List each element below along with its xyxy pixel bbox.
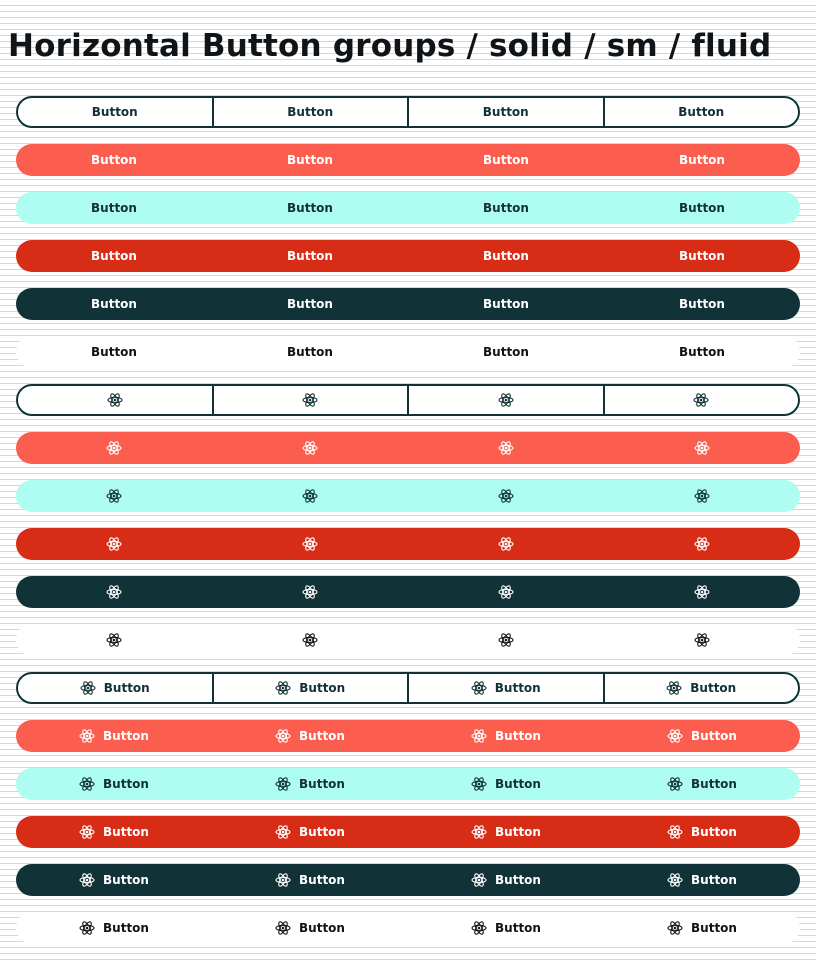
group-button-4[interactable] bbox=[604, 144, 800, 176]
button-label: Button bbox=[691, 921, 737, 935]
group-button-4[interactable] bbox=[604, 864, 800, 896]
button-group-icon-only-danger bbox=[16, 528, 800, 560]
button-group-icon-and-text-outline bbox=[16, 672, 800, 704]
atom-icon bbox=[79, 872, 95, 888]
group-button-1[interactable] bbox=[16, 816, 212, 848]
button-label: Button bbox=[91, 345, 137, 359]
group-button-3[interactable] bbox=[407, 98, 603, 126]
button-label: Button bbox=[287, 201, 333, 215]
button-label: Button bbox=[691, 777, 737, 791]
group-button-1[interactable] bbox=[16, 240, 212, 272]
atom-icon bbox=[694, 632, 710, 648]
button-label: Button bbox=[103, 777, 149, 791]
group-button-1[interactable] bbox=[18, 386, 212, 414]
button-label: Button bbox=[103, 873, 149, 887]
group-button-3[interactable] bbox=[407, 674, 603, 702]
group-button-3[interactable] bbox=[408, 864, 604, 896]
button-label: Button bbox=[299, 921, 345, 935]
atom-icon bbox=[106, 536, 122, 552]
atom-icon bbox=[471, 920, 487, 936]
group-button-2[interactable] bbox=[212, 192, 408, 224]
button-group-icon-and-text-primary bbox=[16, 720, 800, 752]
button-label: Button bbox=[483, 249, 529, 263]
button-label: Button bbox=[91, 153, 137, 167]
atom-icon bbox=[275, 872, 291, 888]
group-button-2[interactable] bbox=[212, 98, 408, 126]
group-button-4[interactable] bbox=[604, 576, 800, 608]
atom-icon bbox=[79, 728, 95, 744]
button-label: Button bbox=[691, 729, 737, 743]
group-button-3[interactable] bbox=[408, 576, 604, 608]
atom-icon bbox=[275, 776, 291, 792]
atom-icon bbox=[302, 584, 318, 600]
atom-icon bbox=[471, 872, 487, 888]
atom-icon bbox=[275, 920, 291, 936]
group-button-4[interactable] bbox=[604, 816, 800, 848]
atom-icon bbox=[302, 536, 318, 552]
button-group-icon-and-text-dark bbox=[16, 864, 800, 896]
group-button-2[interactable] bbox=[212, 528, 408, 560]
group-button-1[interactable] bbox=[16, 336, 212, 368]
group-button-3[interactable] bbox=[408, 144, 604, 176]
group-button-2[interactable] bbox=[212, 288, 408, 320]
group-button-1[interactable] bbox=[16, 864, 212, 896]
button-label: Button bbox=[483, 153, 529, 167]
atom-icon bbox=[694, 488, 710, 504]
button-group-icon-and-text-light bbox=[16, 912, 800, 944]
group-button-4[interactable] bbox=[604, 192, 800, 224]
group-button-3[interactable] bbox=[408, 720, 604, 752]
group-button-2[interactable] bbox=[212, 240, 408, 272]
group-button-1[interactable] bbox=[16, 768, 212, 800]
atom-icon bbox=[302, 440, 318, 456]
group-button-3[interactable] bbox=[408, 480, 604, 512]
group-button-2[interactable] bbox=[212, 576, 408, 608]
group-button-1[interactable] bbox=[16, 480, 212, 512]
button-label: Button bbox=[103, 729, 149, 743]
atom-icon bbox=[275, 824, 291, 840]
button-label: Button bbox=[91, 201, 137, 215]
group-button-4[interactable] bbox=[604, 768, 800, 800]
atom-icon bbox=[694, 584, 710, 600]
group-button-3[interactable] bbox=[408, 816, 604, 848]
button-label: Button bbox=[287, 345, 333, 359]
atom-icon bbox=[79, 920, 95, 936]
group-button-2[interactable] bbox=[212, 144, 408, 176]
atom-icon bbox=[302, 488, 318, 504]
group-button-2[interactable] bbox=[212, 386, 408, 414]
group-button-4[interactable] bbox=[604, 480, 800, 512]
group-button-2[interactable] bbox=[212, 816, 408, 848]
button-label: Button bbox=[679, 201, 725, 215]
group-button-3[interactable] bbox=[408, 288, 604, 320]
group-button-3[interactable] bbox=[408, 528, 604, 560]
button-label: Button bbox=[482, 105, 529, 119]
atom-icon bbox=[106, 440, 122, 456]
group-button-4[interactable] bbox=[603, 386, 799, 414]
group-button-3[interactable] bbox=[407, 386, 603, 414]
button-group-icon-only-outline bbox=[16, 384, 800, 416]
group-button-2[interactable] bbox=[212, 720, 408, 752]
group-button-2[interactable] bbox=[212, 624, 408, 656]
button-label: Button bbox=[483, 297, 529, 311]
page-title: Horizontal Button groups / solid / sm / fluid bbox=[8, 28, 772, 64]
atom-icon bbox=[666, 680, 682, 696]
group-button-4[interactable] bbox=[604, 720, 800, 752]
atom-icon bbox=[471, 728, 487, 744]
button-label: Button bbox=[299, 729, 345, 743]
button-label: Button bbox=[287, 249, 333, 263]
group-button-4[interactable] bbox=[604, 336, 800, 368]
group-button-4[interactable] bbox=[604, 912, 800, 944]
button-label: Button bbox=[691, 825, 737, 839]
button-label: Button bbox=[287, 297, 333, 311]
button-label: Button bbox=[299, 825, 345, 839]
button-group-text-only-dark bbox=[16, 288, 800, 320]
group-button-4[interactable] bbox=[604, 528, 800, 560]
button-group-text-only-outline bbox=[16, 96, 800, 128]
atom-icon bbox=[275, 728, 291, 744]
group-button-1[interactable] bbox=[18, 98, 212, 126]
button-group-icon-only-primary bbox=[16, 432, 800, 464]
button-label: Button bbox=[287, 105, 334, 119]
button-label: Button bbox=[690, 681, 737, 695]
group-button-3[interactable] bbox=[408, 336, 604, 368]
button-label: Button bbox=[679, 345, 725, 359]
button-label: Button bbox=[678, 105, 725, 119]
button-label: Button bbox=[679, 153, 725, 167]
group-button-2[interactable] bbox=[212, 674, 408, 702]
button-label: Button bbox=[299, 681, 346, 695]
button-label: Button bbox=[495, 921, 541, 935]
button-group-icon-only-secondary bbox=[16, 480, 800, 512]
group-button-1[interactable] bbox=[18, 674, 212, 702]
button-group-text-only-secondary bbox=[16, 192, 800, 224]
atom-icon bbox=[498, 632, 514, 648]
group-button-4[interactable] bbox=[604, 240, 800, 272]
group-button-1[interactable] bbox=[16, 432, 212, 464]
atom-icon bbox=[79, 824, 95, 840]
atom-icon bbox=[275, 680, 291, 696]
group-button-2[interactable] bbox=[212, 336, 408, 368]
atom-icon bbox=[302, 632, 318, 648]
atom-icon bbox=[498, 392, 514, 408]
group-button-1[interactable] bbox=[16, 288, 212, 320]
button-label: Button bbox=[495, 729, 541, 743]
group-button-1[interactable] bbox=[16, 576, 212, 608]
atom-icon bbox=[471, 680, 487, 696]
button-label: Button bbox=[91, 249, 137, 263]
atom-icon bbox=[80, 680, 96, 696]
group-button-4[interactable] bbox=[603, 674, 799, 702]
atom-icon bbox=[693, 392, 709, 408]
atom-icon bbox=[498, 440, 514, 456]
group-button-4[interactable] bbox=[603, 98, 799, 126]
group-button-4[interactable] bbox=[604, 288, 800, 320]
group-button-3[interactable] bbox=[408, 432, 604, 464]
atom-icon bbox=[471, 824, 487, 840]
button-label: Button bbox=[495, 777, 541, 791]
button-label: Button bbox=[495, 873, 541, 887]
group-button-3[interactable] bbox=[408, 192, 604, 224]
atom-icon bbox=[667, 920, 683, 936]
atom-icon bbox=[106, 488, 122, 504]
group-button-1[interactable] bbox=[16, 912, 212, 944]
atom-icon bbox=[498, 536, 514, 552]
atom-icon bbox=[302, 392, 318, 408]
button-label: Button bbox=[287, 153, 333, 167]
button-group-text-only-primary bbox=[16, 144, 800, 176]
button-label: Button bbox=[483, 345, 529, 359]
button-group-icon-only-dark bbox=[16, 576, 800, 608]
atom-icon bbox=[694, 536, 710, 552]
atom-icon bbox=[498, 488, 514, 504]
button-group-text-only-danger bbox=[16, 240, 800, 272]
button-label: Button bbox=[91, 105, 138, 119]
button-label: Button bbox=[495, 825, 541, 839]
button-label: Button bbox=[679, 297, 725, 311]
button-group-icon-and-text-secondary bbox=[16, 768, 800, 800]
atom-icon bbox=[471, 776, 487, 792]
atom-icon bbox=[667, 824, 683, 840]
group-button-2[interactable] bbox=[212, 768, 408, 800]
group-button-2[interactable] bbox=[212, 432, 408, 464]
group-button-3[interactable] bbox=[408, 624, 604, 656]
atom-icon bbox=[667, 776, 683, 792]
button-label: Button bbox=[691, 873, 737, 887]
button-label: Button bbox=[299, 777, 345, 791]
button-label: Button bbox=[483, 201, 529, 215]
button-group-icon-only-light bbox=[16, 624, 800, 656]
button-label: Button bbox=[91, 297, 137, 311]
button-group-icon-and-text-danger bbox=[16, 816, 800, 848]
atom-icon bbox=[106, 584, 122, 600]
group-button-1[interactable] bbox=[16, 192, 212, 224]
atom-icon bbox=[667, 872, 683, 888]
button-label: Button bbox=[679, 249, 725, 263]
button-label: Button bbox=[103, 681, 150, 695]
atom-icon bbox=[79, 776, 95, 792]
group-button-3[interactable] bbox=[408, 768, 604, 800]
atom-icon bbox=[498, 584, 514, 600]
button-label: Button bbox=[103, 825, 149, 839]
atom-icon bbox=[106, 632, 122, 648]
group-button-4[interactable] bbox=[604, 432, 800, 464]
group-button-3[interactable] bbox=[408, 912, 604, 944]
button-label: Button bbox=[299, 873, 345, 887]
group-button-1[interactable] bbox=[16, 624, 212, 656]
group-button-1[interactable] bbox=[16, 720, 212, 752]
group-button-1[interactable] bbox=[16, 528, 212, 560]
atom-icon bbox=[694, 440, 710, 456]
group-button-2[interactable] bbox=[212, 480, 408, 512]
atom-icon bbox=[107, 392, 123, 408]
group-button-2[interactable] bbox=[212, 912, 408, 944]
group-button-4[interactable] bbox=[604, 624, 800, 656]
group-button-3[interactable] bbox=[408, 240, 604, 272]
group-button-2[interactable] bbox=[212, 864, 408, 896]
button-label: Button bbox=[103, 921, 149, 935]
atom-icon bbox=[667, 728, 683, 744]
button-label: Button bbox=[494, 681, 541, 695]
button-group-text-only-light bbox=[16, 336, 800, 368]
group-button-1[interactable] bbox=[16, 144, 212, 176]
